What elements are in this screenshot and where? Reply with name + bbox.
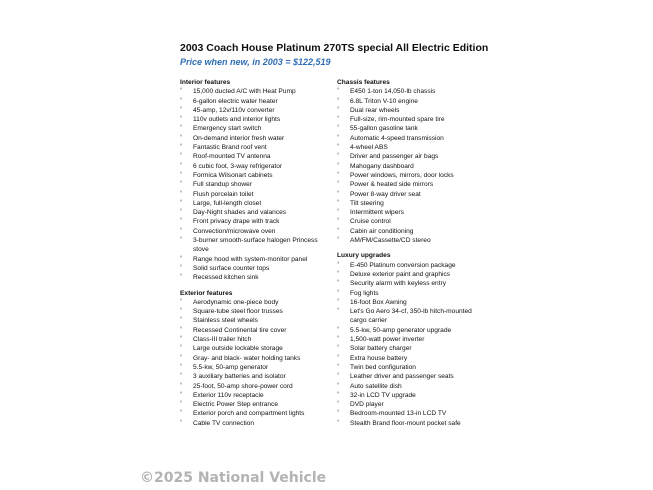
- list-item: [337, 171, 477, 180]
- feature-text: Solid surface counter tops: [193, 264, 270, 272]
- list-item: [180, 400, 330, 409]
- list-item: [337, 372, 477, 381]
- bullet-icon: °: [337, 298, 340, 305]
- feature-text: Let's Go Aero 34-cf, 350-lb hitch-mounted cargo carrier: [350, 308, 472, 325]
- bullet-icon: °: [180, 199, 183, 206]
- feature-section: [180, 289, 330, 428]
- bullet-icon: °: [337, 280, 340, 287]
- feature-text: Power windows, mirrors, door locks: [350, 171, 454, 179]
- list-item: [337, 124, 477, 133]
- feature-text: 4-wheel ABS: [350, 144, 388, 152]
- feature-section: [337, 251, 477, 428]
- feature-list: [180, 87, 330, 282]
- bullet-icon: °: [180, 410, 183, 417]
- list-item: [337, 326, 477, 335]
- list-item: [337, 354, 477, 363]
- bullet-icon: °: [337, 97, 340, 104]
- bullet-icon: °: [180, 106, 183, 113]
- list-item: [180, 273, 330, 282]
- feature-text: Recessed Continental tire cover: [193, 326, 287, 334]
- feature-text: Emergency start switch: [193, 125, 262, 133]
- bullet-icon: °: [180, 181, 183, 188]
- feature-text: Power & heated side mirrors: [350, 181, 434, 189]
- list-item: [180, 236, 330, 255]
- list-item: [337, 190, 477, 199]
- feature-text: Class-III trailer hitch: [193, 336, 252, 344]
- feature-text: Cable TV connection: [193, 419, 255, 427]
- list-item: [337, 227, 477, 236]
- list-item: [337, 115, 477, 124]
- list-item: [180, 344, 330, 353]
- list-item: [337, 270, 477, 279]
- feature-text: 5.5-kw, 50-amp generator: [193, 363, 269, 371]
- bullet-icon: °: [180, 227, 183, 234]
- list-item: [337, 391, 477, 400]
- feature-text: Extra house battery: [350, 354, 408, 362]
- feature-text: Formica Wilsonart cabinets: [193, 171, 273, 179]
- feature-text: Full-size, rim-mounted spare tire: [350, 116, 445, 124]
- list-item: [180, 143, 330, 152]
- list-item: [337, 400, 477, 409]
- feature-text: Exterior 110v receptacle: [193, 391, 264, 399]
- list-item: [180, 152, 330, 161]
- list-item: [180, 106, 330, 115]
- list-item: [180, 307, 330, 316]
- list-item: [180, 298, 330, 307]
- feature-text: 6.8L Triton V-10 engine: [350, 97, 418, 105]
- bullet-icon: °: [180, 354, 183, 361]
- bullet-icon: °: [180, 97, 183, 104]
- bullet-icon: °: [180, 190, 183, 197]
- bullet-icon: °: [180, 345, 183, 352]
- bullet-icon: °: [180, 237, 183, 244]
- list-item: [180, 87, 330, 96]
- list-item: [337, 199, 477, 208]
- feature-text: Convection/microwave oven: [193, 227, 276, 235]
- feature-text: Driver and passenger air bags: [350, 153, 439, 161]
- bullet-icon: °: [180, 218, 183, 225]
- feature-text: AM/FM/Cassette/CD stereo: [350, 237, 431, 245]
- bullet-icon: °: [337, 326, 340, 333]
- feature-text: 1,500-watt power inverter: [350, 336, 425, 344]
- feature-text: Full standup shower: [193, 181, 253, 189]
- feature-text: Deluxe exterior paint and graphics: [350, 270, 451, 278]
- bullet-icon: °: [337, 181, 340, 188]
- feature-list: [180, 298, 330, 428]
- list-item: [337, 217, 477, 226]
- feature-text: Stainless steel wheels: [193, 317, 258, 325]
- bullet-icon: °: [337, 354, 340, 361]
- bullet-icon: °: [180, 317, 183, 324]
- feature-list: [337, 87, 477, 245]
- feature-text: 110v outlets and interior lights: [193, 116, 281, 124]
- list-item: [337, 134, 477, 143]
- list-item: [337, 419, 477, 428]
- bullet-icon: °: [180, 144, 183, 151]
- feature-text: Intermittent wipers: [350, 209, 404, 217]
- bullet-icon: °: [337, 116, 340, 123]
- list-item: [180, 227, 330, 236]
- list-item: [180, 171, 330, 180]
- bullet-icon: °: [337, 289, 340, 296]
- bullet-icon: °: [180, 153, 183, 160]
- list-item: [180, 162, 330, 171]
- list-item: [337, 344, 477, 353]
- bullet-icon: °: [337, 308, 340, 315]
- list-item: [180, 124, 330, 133]
- bullet-icon: °: [337, 218, 340, 225]
- feature-text: Automatic 4-speed transmission: [350, 134, 444, 142]
- feature-text: On-demand interior fresh water: [193, 134, 285, 142]
- bullet-icon: °: [180, 264, 183, 271]
- list-item: [337, 143, 477, 152]
- bullet-icon: °: [180, 274, 183, 281]
- feature-text: Stealth Brand floor-mount pocket safe: [350, 419, 461, 427]
- feature-text: Auto satellite dish: [350, 382, 402, 390]
- list-item: [180, 326, 330, 335]
- list-item: [180, 97, 330, 106]
- feature-text: 3-burner smooth-surface halogen Princess stove: [193, 237, 318, 254]
- list-item: [180, 255, 330, 264]
- list-item: [180, 419, 330, 428]
- list-item: [337, 87, 477, 96]
- bullet-icon: °: [180, 162, 183, 169]
- feature-text: E450 1-ton 14,050-lb chassis: [350, 88, 436, 96]
- list-item: [180, 199, 330, 208]
- feature-text: Solar battery charger: [350, 345, 412, 353]
- feature-text: 5.5-kw, 50-amp generator upgrade: [350, 326, 452, 334]
- bullet-icon: °: [180, 326, 183, 333]
- bullet-icon: °: [180, 116, 183, 123]
- list-item: [337, 97, 477, 106]
- feature-text: Front privacy drape with track: [193, 218, 280, 226]
- bullet-icon: °: [337, 382, 340, 389]
- feature-text: Large, full-length closet: [193, 199, 262, 207]
- list-item: [337, 162, 477, 171]
- bullet-icon: °: [180, 336, 183, 343]
- document-title: 2003 Coach House Platinum 270TS special All Electric Edition: [180, 42, 489, 54]
- copyright-watermark: ©2025 National Vehicle: [140, 470, 327, 486]
- list-item: [337, 180, 477, 189]
- feature-text: Power 8-way driver seat: [350, 190, 421, 198]
- price-subtitle: Price when new, in 2003 = $122,519: [180, 57, 331, 67]
- feature-text: E-450 Platinum conversion package: [350, 261, 456, 269]
- list-item: [337, 152, 477, 161]
- list-item: [180, 391, 330, 400]
- feature-text: Gray- and black- water holding tanks: [193, 354, 301, 362]
- bullet-icon: °: [337, 199, 340, 206]
- list-item: [337, 236, 477, 245]
- bullet-icon: °: [337, 209, 340, 216]
- feature-text: Electric Power Step entrance: [193, 401, 279, 409]
- list-item: [180, 190, 330, 199]
- list-item: [180, 335, 330, 344]
- feature-text: 32-in LCD TV upgrade: [350, 391, 416, 399]
- feature-text: Cruise control: [350, 218, 391, 226]
- list-item: [337, 106, 477, 115]
- list-item: [180, 409, 330, 418]
- feature-list: [337, 261, 477, 428]
- feature-text: Day-Night shades and valances: [193, 209, 287, 217]
- bullet-icon: °: [180, 171, 183, 178]
- list-item: [337, 298, 477, 307]
- feature-text: 25-foot, 50-amp shore-power cord: [193, 382, 293, 390]
- feature-text: 6 cubic foot, 3-way refrigerator: [193, 162, 283, 170]
- list-item: [337, 279, 477, 288]
- bullet-icon: °: [337, 190, 340, 197]
- bullet-icon: °: [180, 363, 183, 370]
- feature-text: Cabin air conditioning: [350, 227, 414, 235]
- list-item: [337, 307, 477, 326]
- list-item: [180, 115, 330, 124]
- feature-text: 3 auxiliary batteries and isolator: [193, 373, 286, 381]
- list-item: [337, 363, 477, 372]
- bullet-icon: °: [337, 363, 340, 370]
- bullet-icon: °: [337, 419, 340, 426]
- bullet-icon: °: [337, 391, 340, 398]
- bullet-icon: °: [337, 401, 340, 408]
- list-item: [337, 208, 477, 217]
- list-item: [337, 409, 477, 418]
- feature-text: Large outside lockable storage: [193, 345, 283, 353]
- bullet-icon: °: [180, 298, 183, 305]
- feature-text: Recessed kitchen sink: [193, 274, 259, 282]
- list-item: [180, 208, 330, 217]
- bullet-icon: °: [180, 419, 183, 426]
- list-item: [180, 382, 330, 391]
- list-item: [180, 354, 330, 363]
- section-heading: Chassis features: [337, 79, 390, 86]
- bullet-icon: °: [180, 373, 183, 380]
- feature-text: DVD player: [350, 401, 384, 409]
- feature-text: Bedroom-mounted 13-in LCD TV: [350, 410, 447, 418]
- bullet-icon: °: [337, 237, 340, 244]
- feature-text: 55-gallon gasoline tank: [350, 125, 418, 133]
- list-item: [180, 363, 330, 372]
- feature-text: Security alarm with keyless entry: [350, 280, 447, 288]
- bullet-icon: °: [337, 261, 340, 268]
- feature-section: [337, 78, 477, 245]
- bullet-icon: °: [337, 345, 340, 352]
- bullet-icon: °: [180, 88, 183, 95]
- bullet-icon: °: [337, 106, 340, 113]
- bullet-icon: °: [337, 88, 340, 95]
- bullet-icon: °: [180, 308, 183, 315]
- bullet-icon: °: [180, 382, 183, 389]
- bullet-icon: °: [337, 227, 340, 234]
- feature-text: Twin bed configuration: [350, 363, 416, 371]
- bullet-icon: °: [337, 410, 340, 417]
- feature-text: Dual rear wheels: [350, 106, 400, 114]
- feature-text: 45-amp, 12v/110v converter: [193, 106, 275, 114]
- list-item: [180, 180, 330, 189]
- list-item: [180, 264, 330, 273]
- bullet-icon: °: [180, 401, 183, 408]
- list-item: [337, 289, 477, 298]
- bullet-icon: °: [337, 153, 340, 160]
- feature-text: Range hood with system-monitor panel: [193, 255, 308, 263]
- list-item: [180, 217, 330, 226]
- bullet-icon: °: [337, 125, 340, 132]
- bullet-icon: °: [337, 134, 340, 141]
- list-item: [180, 134, 330, 143]
- list-item: [337, 261, 477, 270]
- bullet-icon: °: [180, 134, 183, 141]
- list-item: [337, 335, 477, 344]
- feature-text: 16-foot Box Awning: [350, 298, 407, 306]
- bullet-icon: °: [180, 255, 183, 262]
- bullet-icon: °: [180, 209, 183, 216]
- bullet-icon: °: [337, 373, 340, 380]
- feature-section: [180, 78, 330, 283]
- feature-text: Leather driver and passenger seats: [350, 373, 454, 381]
- feature-text: Tilt steering: [350, 199, 384, 207]
- feature-text: Aerodynamic one-piece body: [193, 298, 279, 306]
- section-heading: Interior features: [180, 79, 231, 86]
- section-heading: Luxury upgrades: [337, 252, 391, 260]
- feature-text: 15,000 ducted A/C with Heat Pump: [193, 88, 296, 96]
- feature-text: 6-gallon electric water heater: [193, 97, 278, 105]
- feature-text: Fog lights: [350, 289, 379, 297]
- bullet-icon: °: [337, 171, 340, 178]
- feature-text: Mahogany dashboard: [350, 162, 414, 170]
- section-heading: Exterior features: [180, 289, 233, 297]
- list-item: [180, 372, 330, 381]
- bullet-icon: °: [180, 125, 183, 132]
- bullet-icon: °: [337, 144, 340, 151]
- feature-text: Fantastic Brand roof vent: [193, 144, 267, 152]
- list-item: [337, 382, 477, 391]
- bullet-icon: °: [337, 162, 340, 169]
- feature-text: Roof-mounted TV antenna: [193, 153, 271, 161]
- bullet-icon: °: [337, 336, 340, 343]
- bullet-icon: °: [337, 270, 340, 277]
- feature-text: Flush porcelain toilet: [193, 190, 254, 198]
- left-column: [180, 78, 330, 434]
- list-item: [180, 316, 330, 325]
- feature-text: Exterior porch and compartment lights: [193, 410, 305, 418]
- feature-text: Square-tube steel floor trusses: [193, 308, 283, 316]
- bullet-icon: °: [180, 391, 183, 398]
- right-column: [337, 78, 477, 434]
